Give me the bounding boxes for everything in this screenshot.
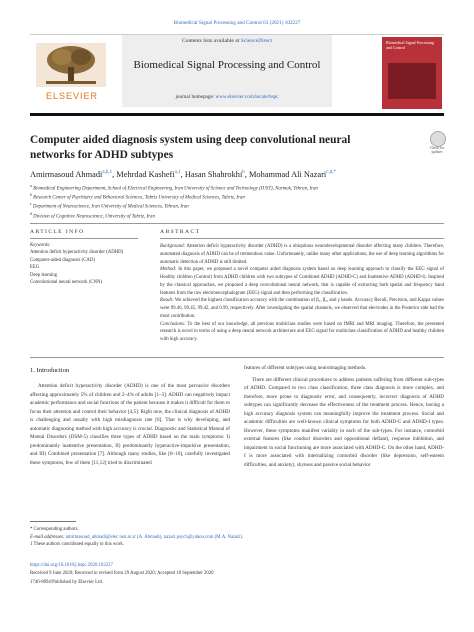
abstract-label: Result: — [160, 298, 174, 304]
journal-banner — [122, 35, 332, 107]
keyword: Attention deficit hyperactivity disorder (ADHD) — [30, 250, 124, 256]
check-for-updates-button[interactable] — [426, 131, 448, 159]
abstract-header — [160, 229, 444, 235]
homepage-prefix: journal homepage: — [175, 94, 216, 100]
divider — [160, 238, 444, 239]
author-name[interactable]: Mehrdad Kashefi — [116, 170, 175, 179]
abstract-paragraph — [160, 243, 444, 266]
affiliation-sup: d — [30, 211, 32, 216]
elsevier-logo[interactable] — [30, 43, 114, 103]
keywords-label: Keywords: — [30, 243, 51, 248]
cover-image — [388, 63, 436, 99]
contents-prefix: Contents lists available at — [181, 38, 241, 44]
introduction-heading: 1. Introduction — [30, 367, 70, 374]
doi-link[interactable]: https://doi.org/10.1016/j.bspc.2020.102227 — [30, 563, 113, 568]
body-column-right — [244, 364, 444, 473]
journal-name[interactable]: Biomedical Signal Processing and Control — [133, 59, 321, 71]
body-paragraph: features of different subtypes using neuroimaging methods. — [244, 365, 367, 371]
affiliation-sup: b — [30, 193, 32, 198]
affiliation-text: Biomedical Engineering Department, School of Electrical Engineering, Iran University of Science and Technology (IUST), Narmak, Tehran, Iran — [33, 186, 318, 192]
abstract-paragraph — [160, 321, 444, 344]
author-sup[interactable]: a,b,1 — [102, 170, 113, 176]
divider — [30, 238, 138, 239]
cover-title: Biomedical Signal Processing and Control — [386, 40, 434, 50]
affiliation — [30, 184, 450, 193]
affiliations — [30, 184, 450, 221]
article-info-section — [30, 229, 138, 286]
affiliation-text: Research Center of Psychiatry and Behavioral Sciences, Tabriz University of Medical Sciences, Tabriz, Iran — [33, 195, 245, 201]
affiliation — [30, 193, 450, 202]
divider — [30, 357, 444, 358]
email-label: E-mail addresses: — [30, 534, 66, 540]
abstract-text: To the best of our knowledge, all previous multiclass studies were based on fMRI and MRI imaging. Therefore, the presented research is novel in terms of using a deep neural network architecture and EEG signal for multiclass classification of ADHD and healthy children with high accuracy. — [160, 321, 444, 342]
body-paragraph: Attention deficit hyperactivity disorder (ADHD) is one of the most pervasive disorders affecting approximately 5% of children and 2–4% of adults [1–3]. ADHD can negatively impact academic performance and social functions of the patient because it makes it difficult for them to focus their attention and control their behavior [4,5]. Right now, the clinical diagnosis of ADHD is challenging and usually with high misdiagnosis rate [6]. That is why developing, and automatic diagnosing method with high accuracy is crucial. Diagnostic and Statistical Manual of Mental Disorders (DSM-5) classifies three types of ADHD based on the main symptoms: I) predominantly inattentive presentation, II) predominantly hyperactive-impulsive presentation, and III) Combined presentation [7]. Although many studies, like [8–10], carefully investigated these symptoms, few of them [11,12] tried to discriminated — [30, 383, 230, 466]
received-dates: Received 9 June 2020; Received in revised form 29 August 2020; Accepted 18 September 2020 — [30, 571, 214, 577]
journal-homepage-line — [122, 94, 332, 100]
footnotes — [30, 526, 450, 549]
keyword: Convolutional neural network (CNN) — [30, 280, 103, 286]
journal-reference — [0, 20, 474, 26]
affiliation — [30, 202, 450, 211]
affiliation-text: Department of Neuroscience, Iran University of Medical Sciences, Tehran, Iran — [32, 205, 189, 211]
crossmark-label: Check for updates — [429, 146, 445, 154]
elsevier-wordmark: ELSEVIER — [45, 91, 99, 101]
abstract-label: Method: — [160, 267, 177, 273]
keyword: Deep learning — [30, 272, 58, 278]
author-sup[interactable]: c,d,* — [326, 170, 336, 176]
abstract-heading: ABSTRACT — [160, 229, 201, 235]
journal-homepage-link[interactable]: www.elsevier.com/locate/bspc — [215, 94, 279, 100]
abstract-label: Conclusions: — [160, 321, 186, 327]
author-sup[interactable]: a,1 — [174, 170, 181, 176]
article-title: Computer aided diagnosis system using deep convolutional neural networks for ADHD subtypes — [30, 134, 351, 161]
keyword: EEG — [30, 265, 40, 271]
journal-cover-thumbnail[interactable] — [382, 37, 442, 109]
author-name[interactable]: Hasan Shahrokhi — [184, 170, 243, 179]
keyword: Computer-aided diagnosis (CAD) — [30, 257, 95, 263]
article-info-heading: ARTICLE INFO — [30, 229, 85, 235]
corresponding-note: * Corresponding authors. — [30, 527, 79, 532]
issn-line: 1746-8094/Published by Elsevier Ltd. — [30, 579, 104, 585]
divider — [30, 223, 444, 224]
abstract-paragraph — [160, 266, 444, 297]
sciencedirect-link[interactable]: ScienceDirect — [240, 38, 273, 44]
abstract-text: Attention deficit hyperactivity disorder (ADHD) is a ubiquitous neurodevelopmental disorder affecting many children. Therefore, automated diagnosis of ADHD can be of tremendous value. Unfortunately, unlike many other applications, the use of deep learning algorithms for automatic detection of ADHD is still limited. — [160, 244, 444, 265]
abstract-paragraph — [160, 297, 444, 320]
body-paragraph: There are different clinical procedures to address patients suffering from different sub-types of ADHD. Compared to two class classification, three class diagnosis is more complex, and therefore, more prone to diagnostic error, and consequently, incorrect diagnosis of ADHD subtypes can significantly decrease the effectiveness of the treatment process. Hence, having a high accuracy diagnosis system can meaningfully improve the treatment process. Social and academic difficulties are well-known clinical symptoms for both ADHD-C and ADHD-I types. However, these symptoms manifest variably in each of the sub-types. For instance, comorbid external features (like conduct disorders and oppositional defiant), response inhibition, and impairment in social functioning are more associated with ADHD-C. On the other hand, ADHD-I is more associated with internalizing comorbid disorder (like depression, self-esteem difficulties, and anxiety), shyness and passive social behavior — [244, 376, 444, 469]
equal-contribution-note: 1 These authors contributed equally to this work. — [30, 542, 124, 548]
affiliation-sup: c — [30, 202, 32, 207]
body-column-left — [30, 382, 230, 470]
affiliation-text: Division of Cognitive Neuroscience, University of Tabriz, Iran — [33, 214, 155, 220]
elsevier-tree-icon — [36, 43, 106, 87]
footnote-divider — [30, 521, 76, 522]
email-links[interactable]: amirmasoud_ahmadi@elec.iust.ac.ir (A. Ahmadi), nazari.psych@yahoo.com (M.A. Nazari). — [65, 534, 244, 540]
email-note — [30, 534, 450, 542]
journal-reference-link[interactable]: Biomedical Signal Processing and Control 63 (2021) 102227 — [173, 20, 301, 26]
author-name[interactable]: Amirmasoud Ahmadi — [30, 170, 103, 179]
masthead — [30, 34, 444, 116]
abstract-text: We achieved the highest classification accuracy with the combination of β₁, β₂, and γ bands. Accuracy Recall, Precision, and Kappa values were 99.46, 99.45, 99.42, and 0.99, respectively. After investigating the spatial channels, we observed that electrodes in the Posterior side had the most contribution. — [160, 298, 445, 319]
author-list: Amirmasoud Ahmadi$^{a,b,1}$, Mehrdad Kashefi$^{a,1}$, Hasan Shahrokhi$^b$, Mohammad Ali Nazari$^{c,d,*}$ — [30, 170, 336, 179]
crossmark-icon — [430, 131, 446, 147]
doi-block — [30, 562, 450, 587]
affiliation-sup: a — [30, 184, 32, 188]
abstract-body — [160, 243, 444, 344]
abstract-label: Background: — [160, 244, 186, 249]
author-sup[interactable]: b — [242, 170, 245, 176]
contents-line — [122, 38, 332, 44]
author-name[interactable]: Mohammad Ali Nazari — [248, 170, 327, 179]
keywords-block — [30, 242, 138, 287]
affiliation — [30, 212, 450, 221]
abstract-text: In this paper, we proposed a novel computer aided diagnosis system based on deep learning approach to classify the EEG signal of Healthy children (Control) from ADHD children with two subtypes of Combined ADHD (ADHD-C) and Inattentive ADHD (ADHD-I). Inspired by the classical approaches, we proposed a deep convolutional neural network, that is capable of extracting both spatial and frequency band features from the raw electroencephalogram (EEG) signal and then performing the classification. — [160, 267, 444, 296]
